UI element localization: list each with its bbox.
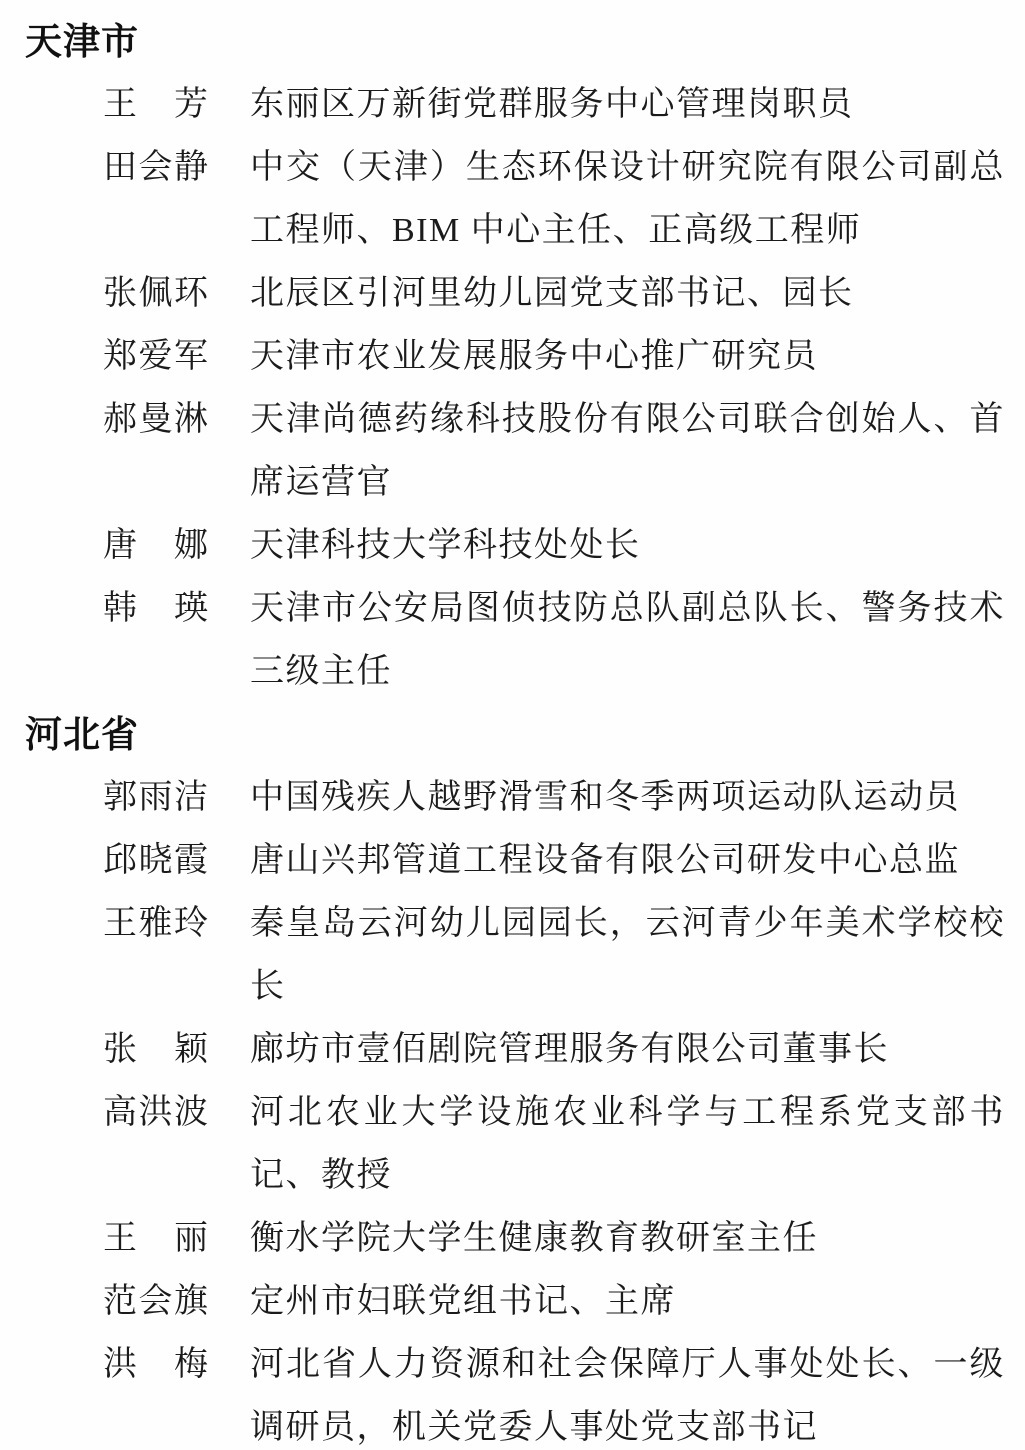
list-item bbox=[25, 325, 1005, 388]
person-name: 郭雨洁 bbox=[103, 779, 210, 816]
person-title: 北辰区引河里幼儿园党支部书记、园长 bbox=[250, 275, 854, 312]
person-title: 廊坊市壹佰剧院管理服务有限公司董事长 bbox=[250, 1031, 889, 1068]
person-title: 唐山兴邦管道工程设备有限公司研发中心总监 bbox=[250, 842, 960, 879]
section-header-hebei: 河北省 bbox=[25, 714, 139, 755]
person-title: 中交（天津）生态环保设计研究院有限公司副总工程师、BIM 中心主任、正高级工程师 bbox=[250, 149, 1005, 249]
list-item bbox=[25, 262, 1005, 325]
person-name: 韩 瑛 bbox=[103, 590, 210, 627]
person-title: 衡水学院大学生健康教育教研室主任 bbox=[250, 1220, 818, 1257]
person-title: 秦皇岛云河幼儿园园长，云河青少年美术学校校长 bbox=[250, 905, 1005, 1005]
person-name: 郝曼淋 bbox=[103, 401, 210, 438]
person-name: 高洪波 bbox=[103, 1094, 210, 1131]
person-title: 天津市农业发展服务中心推广研究员 bbox=[250, 338, 818, 375]
section-tianjin bbox=[25, 10, 1005, 703]
person-title: 河北农业大学设施农业科学与工程系党支部书记、教授 bbox=[250, 1094, 1005, 1194]
section-hebei bbox=[25, 703, 1005, 1450]
person-title: 定州市妇联党组书记、主席 bbox=[250, 1283, 676, 1320]
list-item bbox=[25, 892, 1005, 1018]
person-title: 天津科技大学科技处处长 bbox=[250, 527, 641, 564]
person-name: 王 芳 bbox=[103, 86, 210, 123]
section-header-tianjin: 天津市 bbox=[25, 21, 139, 62]
list-item bbox=[25, 1081, 1005, 1207]
list-item bbox=[25, 1207, 1005, 1270]
list-item bbox=[25, 1333, 1005, 1450]
person-name: 王雅玲 bbox=[103, 905, 210, 942]
person-name: 张 颖 bbox=[103, 1031, 210, 1068]
list-item bbox=[25, 136, 1005, 262]
person-title: 东丽区万新街党群服务中心管理岗职员 bbox=[250, 86, 854, 123]
list-item bbox=[25, 388, 1005, 514]
list-item bbox=[25, 514, 1005, 577]
person-name: 王 丽 bbox=[103, 1220, 210, 1257]
list-item bbox=[25, 1018, 1005, 1081]
person-title: 中国残疾人越野滑雪和冬季两项运动队运动员 bbox=[250, 779, 960, 816]
person-name: 郑爱军 bbox=[103, 338, 210, 375]
list-item bbox=[25, 1270, 1005, 1333]
person-name: 唐 娜 bbox=[103, 527, 210, 564]
list-item bbox=[25, 577, 1005, 703]
person-title: 天津尚德药缘科技股份有限公司联合创始人、首席运营官 bbox=[250, 401, 1005, 501]
list-item bbox=[25, 73, 1005, 136]
list-item bbox=[25, 829, 1005, 892]
person-name: 洪 梅 bbox=[103, 1346, 210, 1383]
person-name: 邱晓霞 bbox=[103, 842, 210, 879]
person-title: 河北省人力资源和社会保障厅人事处处长、一级调研员，机关党委人事处党支部书记 bbox=[250, 1346, 1005, 1446]
person-title: 天津市公安局图侦技防总队副总队长、警务技术三级主任 bbox=[250, 590, 1005, 690]
person-name: 张佩环 bbox=[103, 275, 210, 312]
person-name: 范会旗 bbox=[103, 1283, 210, 1320]
person-name: 田会静 bbox=[103, 149, 210, 186]
list-item bbox=[25, 766, 1005, 829]
